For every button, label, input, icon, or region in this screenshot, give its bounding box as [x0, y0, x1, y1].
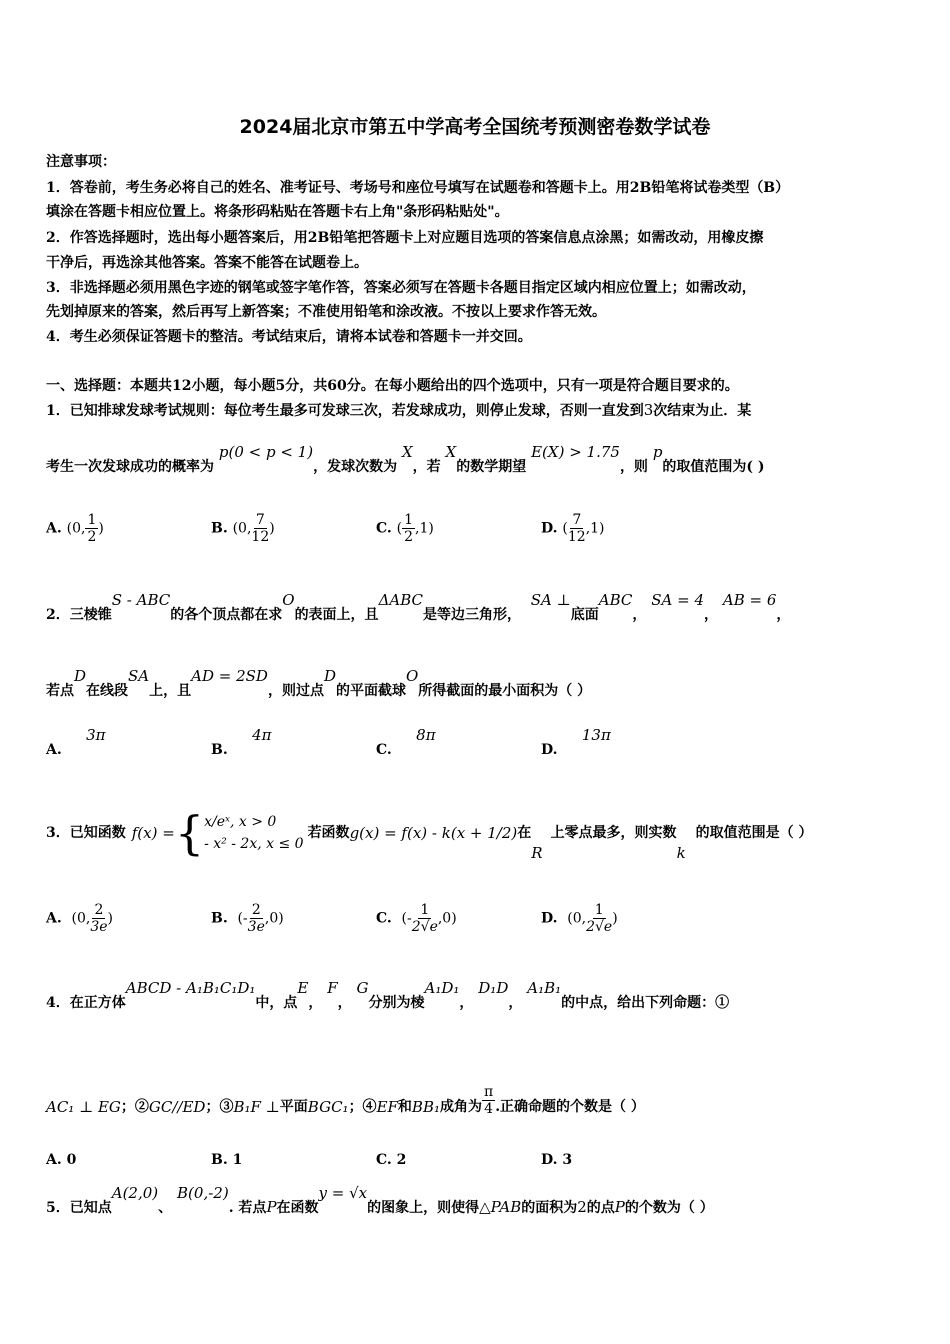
- option-a[interactable]: A. 3π: [46, 726, 106, 758]
- option-b[interactable]: B. (0, $\frac{7}{12}$ ): [211, 512, 275, 545]
- notice-line: 干净后，再选涂其他答案。答案不能答在试题卷上。: [46, 255, 368, 271]
- question-2-line-1: 2．三棱锥S - ABC的各个顶点都在求O的表面上，且ΔABC是等边三角形， SA ⊥底面ABC， SA = 4， AB = 6，: [46, 591, 791, 623]
- question-2-line-2: 若点D在线段SA上，且AD = 2SD，则过点D的平面截球O所得截面的最小面积为（ ）: [46, 667, 592, 699]
- option-c[interactable]: C. 8π: [376, 726, 436, 758]
- question-3-line-1: 3．已知函数 f(x) = { x/eˣ, x > 0 - x² - 2x, x ≤ 0 若函数 g(x) = f(x) - k(x + 1/2) 在 R 上零点最多，则实数 k 的取值范围是（ ）: [46, 806, 813, 862]
- option-d[interactable]: D. (0, $\frac{1}{2√e}$ ): [541, 902, 618, 935]
- option-c[interactable]: C. (- $\frac{1}{2√e}$ ,0): [376, 902, 457, 935]
- option-a[interactable]: A. (0, $\frac{2}{3e}$ ): [46, 902, 113, 935]
- option-d[interactable]: D. 3: [541, 1152, 573, 1168]
- question-1-line-2: 考生一次发球成功的概率为 p(0 < p < 1)，发球次数为 X，若 X的数学期望 E(X) > 1.75，则 p的取值范围为( ): [46, 443, 765, 475]
- notice-line: 2．作答选择题时，选出每小题答案后，用2B铅笔把答题卡上对应题目选项的答案信息点涂黑；如需改动，用橡皮擦: [46, 230, 764, 246]
- notice-line: 填涂在答题卡相应位置上。将条形码粘贴在答题卡右上角"条形码粘贴处"。: [46, 204, 509, 220]
- question-5-line-1: 5．已知点A(2,0)、 B(0,-2). 若点P在函数y = √x的图象上，则使得△PAB的面积为2的点P的个数为（ ）: [46, 1184, 714, 1216]
- option-a[interactable]: A. (0, $\frac{1}{2}$ ): [46, 512, 104, 545]
- option-b[interactable]: B. 1: [211, 1152, 243, 1168]
- notice-line: 3．非选择题必须用黑色字迹的钢笔或签字笔作答，答案必须写在答题卡各题目指定区域内相应位置上；如需改动，: [46, 280, 756, 296]
- question-4-line-1: 4．在正方体ABCD - A₁B₁C₁D₁中，点E， F， G分别为棱A₁D₁， D₁D， A₁B₁的中点，给出下列命题：①: [46, 979, 730, 1011]
- option-b[interactable]: B. 4π: [211, 726, 272, 758]
- notice-line: 1．答卷前，考生务必将自己的姓名、准考证号、考场号和座位号填写在试题卷和答题卡上。用2B铅笔将试卷类型（B）: [46, 180, 790, 196]
- option-c[interactable]: C. ( $\frac{1}{2}$ ,1): [376, 512, 434, 545]
- option-d[interactable]: D. ( $\frac{7}{12}$ ,1): [541, 512, 605, 545]
- option-b[interactable]: B. (- $\frac{2}{3e}$ ,0): [211, 902, 284, 935]
- question-4-line-2: AC₁ ⊥ EG ；② GC//ED ；③ B₁F ⊥ 平面 BGC₁ ；④ EF 和 BB₁ 成角为 $\frac{\pi}{4}$ .正确命题的个数是（ ）: [46, 1084, 645, 1117]
- page-title: 2024届北京市第五中学高考全国统考预测密卷数学试卷: [239, 116, 711, 138]
- notice-line: 先划掉原来的答案，然后再写上新答案；不准使用铅笔和涂改液。不按以上要求作答无效。: [46, 304, 606, 320]
- notice-heading: 注意事项：: [46, 154, 116, 170]
- notice-line: 4．考生必须保证答题卡的整洁。考试结束后，请将本试卷和答题卡一并交回。: [46, 329, 532, 345]
- option-d[interactable]: D. 13π: [541, 726, 611, 758]
- option-c[interactable]: C. 2: [376, 1152, 407, 1168]
- question-1-line-1: 1．已知排球发球考试规则：每位考生最多可发球三次，若发球成功，则停止发球，否则一直发到3次结束为止．某: [46, 401, 752, 419]
- section-heading: 一、选择题：本题共12小题，每小题5分，共60分。在每小题给出的四个选项中，只有一项是符合题目要求的。: [46, 378, 739, 394]
- option-a[interactable]: A. 0: [46, 1152, 77, 1168]
